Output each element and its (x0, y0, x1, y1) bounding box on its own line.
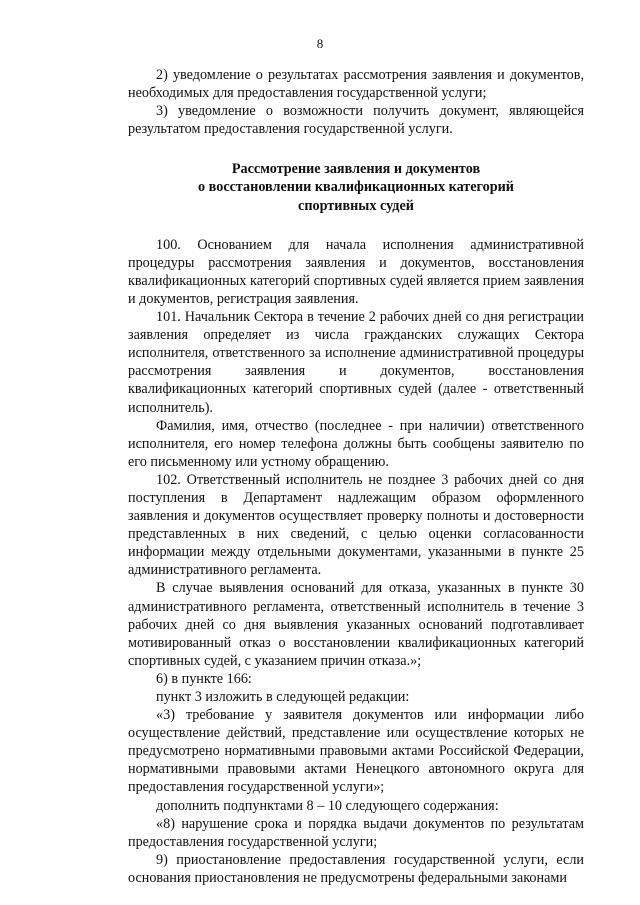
paragraph-responsible-contact: Фамилия, имя, отчество (последнее - при наличии) ответственного исполнителя, его номер телефона должны быть сообщены заявителю по его письменному или устному обращению. (128, 417, 584, 470)
section-heading (128, 160, 584, 214)
section-heading-line: Рассмотрение заявления и документов (231, 161, 481, 178)
paragraph-add-subpoints: дополнить подпунктами 8 – 10 следующего содержания: (156, 797, 499, 814)
paragraph-quote-9: 9) приостановление предоставления государственной услуги, если основания приостановления не предусмотрены федеральными законами (128, 851, 584, 886)
paragraph-refusal: В случае выявления оснований для отказа, указанных в пункте 30 административного регламента, ответственный исполнитель в течение 3 рабочих дней со дня выявления указанных оснований подготавливает мотивированный отказ о восстановлении квалификационных категорий спортивных судей, с указанием причин отказа.»; (128, 580, 584, 669)
paragraph-point-6: 6) в пункте 166: (156, 670, 252, 687)
paragraph-102: 102. Ответственный исполнитель не позднее 3 рабочих дней со дня поступления в Департамент надлежащим образом оформленного заявления и документов осуществляет проверку полноты и достоверности представленных в них сведений, с целью оценки согласованности информации между отдельными документами, указанными в пункте 25 административного регламента. (128, 471, 584, 579)
paragraph-quote-3: «3) требование у заявителя документов или информации либо осуществление действий, представление или осуществление которых не предусмотрено нормативными правовыми актами Российской Федерации, нормативными правовыми актами Ненецкого автономного округа для предоставления государственной услуги»; (128, 707, 584, 796)
page-number: 8 (316, 36, 324, 51)
paragraph-100: 100. Основанием для начала исполнения административной процедуры рассмотрения заявления и документов, восстановления квалификационных категорий спортивных судей является прием заявления и документов, регистрация заявления. (128, 236, 584, 307)
paragraph-quote-8: «8) нарушение срока и порядка выдачи документов по результатам предоставления государственной услуги; (128, 815, 584, 850)
section-heading-line: спортивных судей (298, 197, 414, 214)
paragraph-item-3: 3) уведомление о возможности получить документ, являющейся результатом предоставления государственной услуги. (128, 103, 584, 138)
paragraph-item-2: 2) уведомление о результатах рассмотрения заявления и документов, необходимых для предоставления государственной услуги; (128, 67, 584, 102)
section-heading-line: о восстановлении квалификационных категорий (198, 179, 514, 196)
document-body (128, 66, 584, 887)
paragraph-101: 101. Начальник Сектора в течение 2 рабочих дней со дня регистрации заявления определяет из числа гражданских служащих Сектора исполнителя, ответственного за исполнение административной процедуры рассмотрения заявления и документов, восстановления квалификационных категорий спортивных судей (далее - ответственный исполнитель). (128, 309, 584, 416)
paragraph-point-3-edit: пункт 3 изложить в следующей редакции: (156, 689, 410, 705)
